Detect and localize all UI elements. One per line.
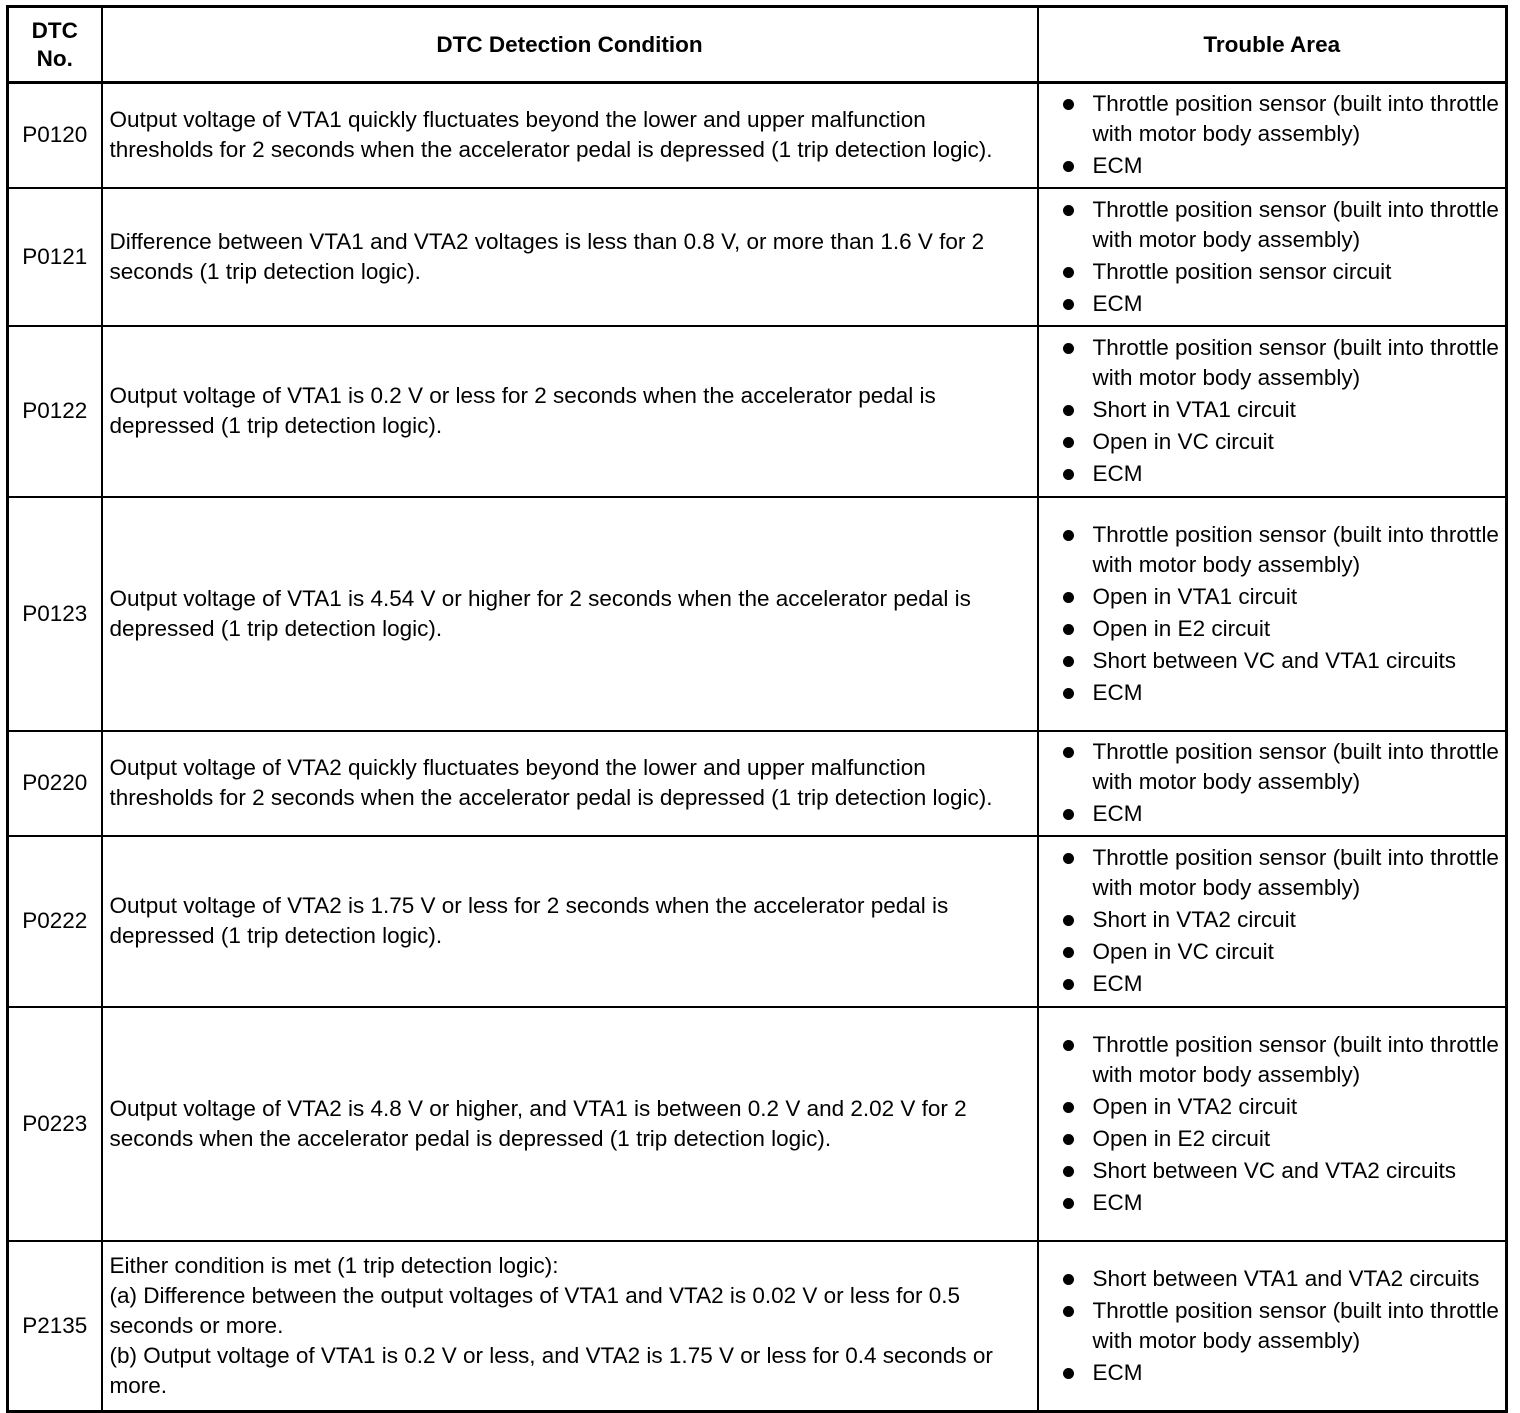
- table-row: [8, 731, 1507, 836]
- table-row: [8, 1007, 1507, 1241]
- condition-text: (b) Output voltage of VTA1 is 0.2 V or less, and VTA2 is 1.75 V or less for 0.4 seconds or more.: [109, 1342, 993, 1398]
- bullet-icon: [1063, 1198, 1074, 1209]
- list-item: [1063, 1092, 1500, 1122]
- bullet-icon: [1063, 1306, 1074, 1317]
- dtc-code: P0120: [8, 83, 102, 188]
- trouble-area-list: [1063, 195, 1500, 319]
- bullet-icon: [1063, 809, 1074, 820]
- trouble-area-text: Throttle position sensor (built into throttle with motor body assembly): [1092, 196, 1499, 252]
- list-item: [1063, 614, 1500, 644]
- condition-text: (a) Difference between the output voltages of VTA1 and VTA2 is 0.02 V or less for 0.5 seconds or more.: [109, 1282, 960, 1338]
- bullet-icon: [1063, 161, 1074, 172]
- trouble-area-text: Throttle position sensor (built into throttle with motor body assembly): [1092, 1031, 1499, 1087]
- header-detection-condition: DTC Detection Condition: [102, 7, 1038, 83]
- trouble-area: [1038, 1241, 1507, 1412]
- list-item: [1063, 1358, 1500, 1388]
- bullet-icon: [1063, 405, 1074, 416]
- bullet-icon: [1063, 592, 1074, 603]
- trouble-area-text: Short between VC and VTA2 circuits: [1092, 1157, 1457, 1183]
- trouble-area-text: Short between VTA1 and VTA2 circuits: [1092, 1265, 1480, 1291]
- table-body: [8, 83, 1507, 1412]
- table-header: [8, 7, 1507, 83]
- bullet-icon: [1063, 853, 1074, 864]
- bullet-icon: [1063, 915, 1074, 926]
- trouble-area-text: ECM: [1092, 679, 1143, 705]
- trouble-area: [1038, 326, 1507, 497]
- list-item: [1063, 459, 1500, 489]
- detection-condition: [102, 1241, 1038, 1412]
- trouble-area-text: Throttle position sensor (built into throttle with motor body assembly): [1092, 91, 1499, 147]
- detection-condition: [102, 83, 1038, 188]
- bullet-icon: [1063, 947, 1074, 958]
- trouble-area-text: ECM: [1092, 1189, 1143, 1215]
- table-row: [8, 188, 1507, 326]
- list-item: [1063, 1124, 1500, 1154]
- table-row: [8, 1241, 1507, 1412]
- dtc-code: P0222: [8, 836, 102, 1007]
- bullet-icon: [1063, 99, 1074, 110]
- detection-condition: [102, 188, 1038, 326]
- list-item: [1063, 427, 1500, 457]
- trouble-area-text: Throttle position sensor circuit: [1092, 258, 1392, 284]
- condition-text: Output voltage of VTA1 quickly fluctuates beyond the lower and upper malfunction thresholds for 2 seconds when the accelerator pedal is depressed (1 trip detection logic).: [109, 107, 993, 163]
- trouble-area-list: [1063, 737, 1500, 829]
- bullet-icon: [1063, 624, 1074, 635]
- trouble-area-list: [1063, 520, 1500, 708]
- trouble-area: [1038, 497, 1507, 731]
- list-item: [1063, 969, 1500, 999]
- condition-text: Either condition is met (1 trip detection logic):: [109, 1252, 559, 1278]
- condition-text: Output voltage of VTA1 is 0.2 V or less for 2 seconds when the accelerator pedal is depressed (1 trip detection logic).: [109, 383, 936, 438]
- table-row: [8, 83, 1507, 188]
- list-item: [1063, 843, 1500, 903]
- trouble-area: [1038, 188, 1507, 326]
- bullet-icon: [1063, 979, 1074, 990]
- list-item: [1063, 151, 1500, 181]
- bullet-icon: [1063, 1134, 1074, 1145]
- trouble-area-text: ECM: [1092, 153, 1143, 179]
- trouble-area-text: ECM: [1092, 290, 1143, 316]
- bullet-icon: [1063, 1368, 1074, 1379]
- trouble-area: [1038, 83, 1507, 188]
- list-item: [1063, 646, 1500, 676]
- trouble-area-text: ECM: [1092, 1359, 1143, 1385]
- list-item: [1063, 1296, 1500, 1356]
- bullet-icon: [1063, 1166, 1074, 1177]
- list-item: [1063, 195, 1500, 255]
- table-row: [8, 497, 1507, 731]
- detection-condition: [102, 731, 1038, 836]
- trouble-area-text: Throttle position sensor (built into throttle with motor body assembly): [1092, 739, 1499, 794]
- header-dtc-no: DTC No.: [8, 7, 102, 83]
- condition-text: Difference between VTA1 and VTA2 voltages is less than 0.8 V, or more than 1.6 V for 2 seconds (1 trip detection logic).: [109, 228, 985, 284]
- table-row: [8, 836, 1507, 1007]
- list-item: [1063, 678, 1500, 708]
- header-row: [8, 7, 1507, 83]
- trouble-area-text: Open in E2 circuit: [1092, 1125, 1271, 1151]
- list-item: [1063, 1188, 1500, 1218]
- bullet-icon: [1063, 437, 1074, 448]
- bullet-icon: [1063, 1274, 1074, 1285]
- list-item: [1063, 520, 1500, 580]
- trouble-area-text: ECM: [1092, 461, 1143, 486]
- dtc-code: P2135: [8, 1241, 102, 1412]
- trouble-area-text: Open in VTA1 circuit: [1092, 583, 1298, 609]
- bullet-icon: [1063, 747, 1074, 758]
- trouble-area-text: Throttle position sensor (built into throttle with motor body assembly): [1092, 335, 1499, 390]
- trouble-area-text: Throttle position sensor (built into throttle with motor body assembly): [1092, 1297, 1499, 1353]
- detection-condition: [102, 836, 1038, 1007]
- trouble-area-text: ECM: [1092, 971, 1143, 996]
- bullet-icon: [1063, 530, 1074, 541]
- trouble-area-list: [1063, 843, 1500, 999]
- condition-text: Output voltage of VTA2 is 1.75 V or less for 2 seconds when the accelerator pedal is depressed (1 trip detection logic).: [109, 893, 949, 948]
- list-item: [1063, 582, 1500, 612]
- list-item: [1063, 257, 1500, 287]
- bullet-icon: [1063, 469, 1074, 480]
- trouble-area-list: [1063, 333, 1500, 489]
- trouble-area: [1038, 1007, 1507, 1241]
- trouble-area-list: [1063, 1030, 1500, 1218]
- bullet-icon: [1063, 205, 1074, 216]
- trouble-area-text: Open in E2 circuit: [1092, 615, 1271, 641]
- list-item: [1063, 737, 1500, 797]
- trouble-area: [1038, 731, 1507, 836]
- dtc-code: P0121: [8, 188, 102, 326]
- list-item: [1063, 1156, 1500, 1186]
- list-item: [1063, 289, 1500, 319]
- dtc-code: P0223: [8, 1007, 102, 1241]
- list-item: [1063, 799, 1500, 829]
- bullet-icon: [1063, 656, 1074, 667]
- trouble-area-text: Open in VC circuit: [1092, 939, 1274, 964]
- bullet-icon: [1063, 299, 1074, 310]
- list-item: [1063, 395, 1500, 425]
- trouble-area-list: [1063, 1264, 1500, 1388]
- dtc-code: P0220: [8, 731, 102, 836]
- trouble-area-text: Throttle position sensor (built into throttle with motor body assembly): [1092, 521, 1499, 577]
- condition-text: Output voltage of VTA2 quickly fluctuates beyond the lower and upper malfunction thresholds for 2 seconds when the accelerator pedal is depressed (1 trip detection logic).: [109, 755, 993, 810]
- trouble-area-text: Short in VTA1 circuit: [1092, 397, 1296, 422]
- list-item: [1063, 1030, 1500, 1090]
- trouble-area-text: Throttle position sensor (built into throttle with motor body assembly): [1092, 845, 1499, 900]
- table-row: [8, 326, 1507, 497]
- bullet-icon: [1063, 688, 1074, 699]
- bullet-icon: [1063, 1102, 1074, 1113]
- detection-condition: [102, 1007, 1038, 1241]
- trouble-area-text: Short between VC and VTA1 circuits: [1092, 647, 1457, 673]
- bullet-icon: [1063, 1040, 1074, 1051]
- dtc-table: [6, 5, 1508, 1413]
- trouble-area: [1038, 836, 1507, 1007]
- bullet-icon: [1063, 343, 1074, 354]
- detection-condition: [102, 326, 1038, 497]
- bullet-icon: [1063, 267, 1074, 278]
- list-item: [1063, 333, 1500, 393]
- trouble-area-text: Open in VTA2 circuit: [1092, 1093, 1298, 1119]
- trouble-area-text: Short in VTA2 circuit: [1092, 907, 1296, 932]
- list-item: [1063, 89, 1500, 149]
- trouble-area-list: [1063, 89, 1500, 181]
- detection-condition: [102, 497, 1038, 731]
- list-item: [1063, 1264, 1500, 1294]
- header-trouble-area: Trouble Area: [1038, 7, 1507, 83]
- trouble-area-text: Open in VC circuit: [1092, 429, 1274, 454]
- condition-text: Output voltage of VTA2 is 4.8 V or higher, and VTA1 is between 0.2 V and 2.02 V for 2 seconds when the accelerator pedal is depressed (1 trip detection logic).: [109, 1095, 967, 1151]
- list-item: [1063, 905, 1500, 935]
- list-item: [1063, 937, 1500, 967]
- dtc-code: P0123: [8, 497, 102, 731]
- trouble-area-text: ECM: [1092, 801, 1143, 826]
- condition-text: Output voltage of VTA1 is 4.54 V or higher for 2 seconds when the accelerator pedal is depressed (1 trip detection logic).: [109, 585, 971, 641]
- dtc-code: P0122: [8, 326, 102, 497]
